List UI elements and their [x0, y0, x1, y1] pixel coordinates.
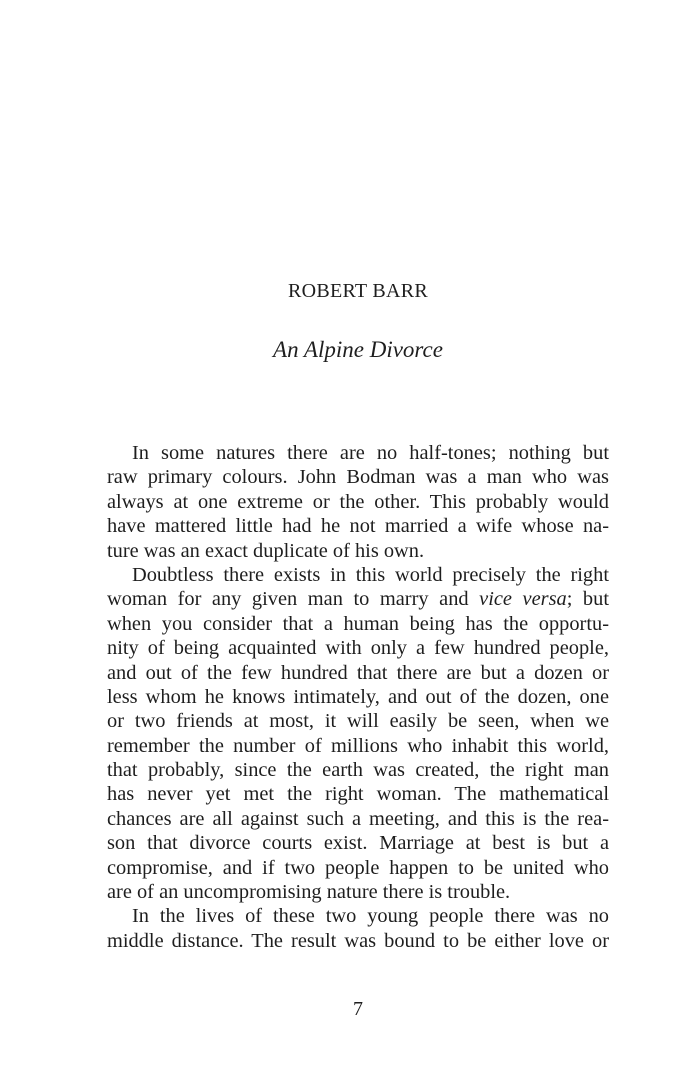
- text-line: remember the number of millions who inhabit this world,: [107, 734, 609, 757]
- text-line: raw primary colours. John Bodman was a man who was: [107, 466, 609, 489]
- page-number: 7: [353, 998, 363, 1020]
- text-line: less whom he knows intimately, and out of the dozen, one: [107, 685, 609, 708]
- text-line: compromise, and if two people happen to be united who: [107, 856, 609, 879]
- text-line: has never yet met the right woman. The mathematical: [107, 783, 609, 806]
- author-name: ROBERT BARR: [287, 280, 429, 302]
- story-body: [107, 441, 609, 953]
- text-line: have mattered little had he not married a wife whose na-: [107, 515, 609, 538]
- text-line: In some natures there are no half-tones; nothing but: [132, 442, 609, 464]
- text-line: and out of the few hundred that there are but a dozen or: [107, 661, 609, 684]
- text-line: Doubtless there exists in this world precisely the right: [132, 563, 609, 586]
- text-line: middle distance. The result was bound to be either love or: [107, 929, 609, 952]
- text-line-with-italic: [107, 587, 609, 611]
- text-segment: woman for any given man to marry and: [107, 588, 480, 611]
- story-title: An Alpine Divorce: [273, 337, 443, 362]
- text-line: that probably, since the earth was created, the right man: [107, 759, 609, 782]
- text-line: nity of being acquainted with only a few hundred people,: [107, 637, 609, 660]
- text-line: chances are all against such a meeting, and this is the rea-: [107, 807, 609, 830]
- text-line: or two friends at most, it will easily be seen, when we: [107, 710, 609, 733]
- text-line: when you consider that a human being has the opportu-: [107, 612, 609, 635]
- text-line: son that divorce courts exist. Marriage at best is but a: [107, 832, 609, 855]
- italic-phrase: vice versa: [479, 588, 567, 611]
- text-line: ture was an exact duplicate of his own.: [107, 539, 425, 562]
- text-line: are of an uncompromising nature there is trouble.: [107, 881, 511, 904]
- text-segment: ; but: [566, 588, 609, 611]
- text-line: In the lives of these two young people there was no: [132, 905, 609, 928]
- text-line: always at one extreme or the other. This probably would: [107, 490, 609, 513]
